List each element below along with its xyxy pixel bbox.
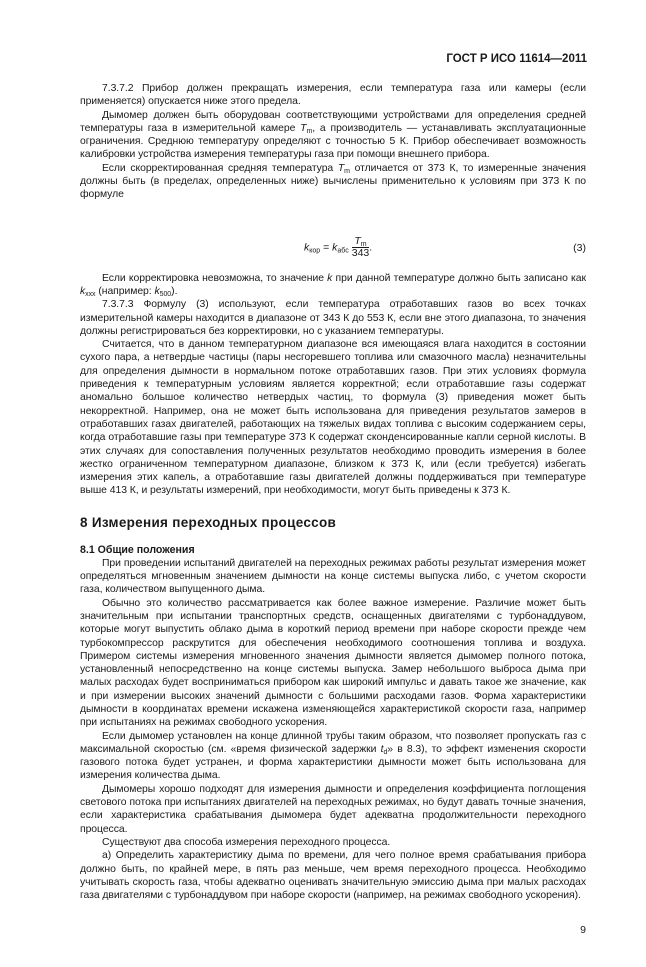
paragraph: 7.3.7.3 Формулу (3) используют, если температура отработавших газов во всех точках измерительной камеры находится в диапазоне от 343 К до 553 К, если вне этого диапазона, то значения должны регистрироваться без корректировки, но с указанием температуры. xyxy=(80,299,586,337)
paragraph: а) Определить характеристику дыма по времени, для чего полное время срабатывания прибора должно быть, по крайней мере, в пять раз меньше, чем время переходного процесса. Необходимо учитывать скорость газа, чтобы адекватно оценивать значительную эмиссию дыма при малых расходах газа двигателями с турбонаддувом при наборе скорости (например, на режимах свободного ускорения). xyxy=(80,850,586,902)
text-block-7-3-7-2 xyxy=(80,82,586,202)
paragraph: Обычно это количество рассматривается как более важное измерение. Различие может быть значительным при испытании транспортных средств, оснащенных двигателями с турбонаддувом, которые могут выпустить облако дыма в короткий период времени при наборе скорости прежде чем турбокомпрессор раскрутится для обеспечения необходимого соотношения топлива и воздуха. Примером системы измерения мгновенного значения дымности является дымомер полного потока, установленный непосредственно на конце системы выпуска. Замер небольшого выброса дыма при малых расходах будет восприниматься прибором как широкий импульс и давать такое же значение, как и при измерении высоких значений дымности с большими расходами газов. Форма характеристики дымности в координатах времени искажена изменяющейся характеристикой скорости газа, например при испытаниях на режимах свободного ускорения. xyxy=(80,597,586,729)
formula-3 xyxy=(80,232,586,266)
text-block-7-3-7-3 xyxy=(80,272,586,498)
paragraph: Дымомеры хорошо подходят для измерения дымности и определения коэффициента поглощения светового потока при испытаниях двигателей на переходных режимах, но будут давать точные значения, если характеристика срабатывания дымомера будет адекватна продолжительности переходного процесса. xyxy=(80,783,586,835)
paragraph: Дымомер должен быть оборудован соответствующими устройствами для определения средней температуры газа в измерительной камере $T_m$, а производитель — устанавливать эксплуатационные ограничения. Среднюю температуру определяют с точностью 5 К. Прибор обеспечивает возможность калибровки устройства измерения температуры газа при помощи внешнего прибора. xyxy=(80,109,586,161)
subsection-heading: 8.1 Общие положения xyxy=(80,543,195,556)
paragraph: При проведении испытаний двигателей на переходных режимах работы результат измерения может определяться мгновенным значением дымности на конце системы выпуска либо, с учетом скорости газа, количеством выпущенного дыма. xyxy=(80,557,586,596)
paragraph: 7.3.7.2 Прибор должен прекращать измерения, если температура газа или камеры (если применяется) опускается ниже этого предела. xyxy=(80,83,586,108)
page-number: 9 xyxy=(580,924,586,937)
paragraph: Если корректировка невозможна, то значение k при данной температуре должно быть записано как $k_{ххх}$ (например: $k_{500}$). xyxy=(80,272,586,298)
document-header-id: ГОСТ Р ИСО 11614—2011 xyxy=(446,53,587,65)
formula-expression: $k_{кор} = k_{абс}$ $\frac{T_m}{343}$ . xyxy=(304,234,373,259)
formula-number: (3) xyxy=(573,241,586,254)
paragraph: Существуют два способа измерения переходного процесса. xyxy=(102,836,391,848)
paragraph: Считается, что в данном температурном диапазоне вся имеющаяся влага находится в состоянии сухого пара, а нетвердые частицы (пары несгоревшего топлива или смазочного масла) незначительны для определения дымности в нормальном потоке отработавших газов. При этих условиях формула приведения к температурным условиям является корректной; если отработавшие газы содержат аномально большое количество нетвердых частиц, то формула (3) приведения может быть некорректной. Например, она не может быть использована для приведения результатов замеров в отработавших газах двигателей, работающих на тяжелых видах топлива с высоким содержанием серы, когда отработавшие газы при температуре 373 К содержат сконденсированные капли серной кислоты. В этих случаях для сопоставления полученных результатов необходимо проводить измерения в более жестко ограниченном температурном диапазоне, близком к 373 К, или (если требуется) избегать измерения этих капель, а отработавшие газы двигателей должны поддерживаться при температуре выше 413 К, и результаты измерений, при необходимости, могут быть приведены к 373 К. xyxy=(80,339,586,497)
paragraph: Если дымомер установлен на конце длинной трубы таким образом, что позволяет пропускать газ с максимальной скоростью (см. «время физической задержки $t_d$» в 8.3), то эффект изменения скорости газового потока будет устранен, и форма характеристики дымности может быть использована для измерения количества дыма. xyxy=(80,730,586,782)
text-block-8-1 xyxy=(80,557,586,903)
paragraph: Если скорректированная средняя температура $T_m$ отличается от 373 К, то измеренные значения должны быть (в пределах, определенных ниже) вычислены применительно к условиям при 373 К по формуле xyxy=(80,162,586,201)
fraction: $\frac{T_m}{343}$ xyxy=(351,234,370,259)
section-heading: 8 Измерения переходных процессов xyxy=(80,514,337,530)
